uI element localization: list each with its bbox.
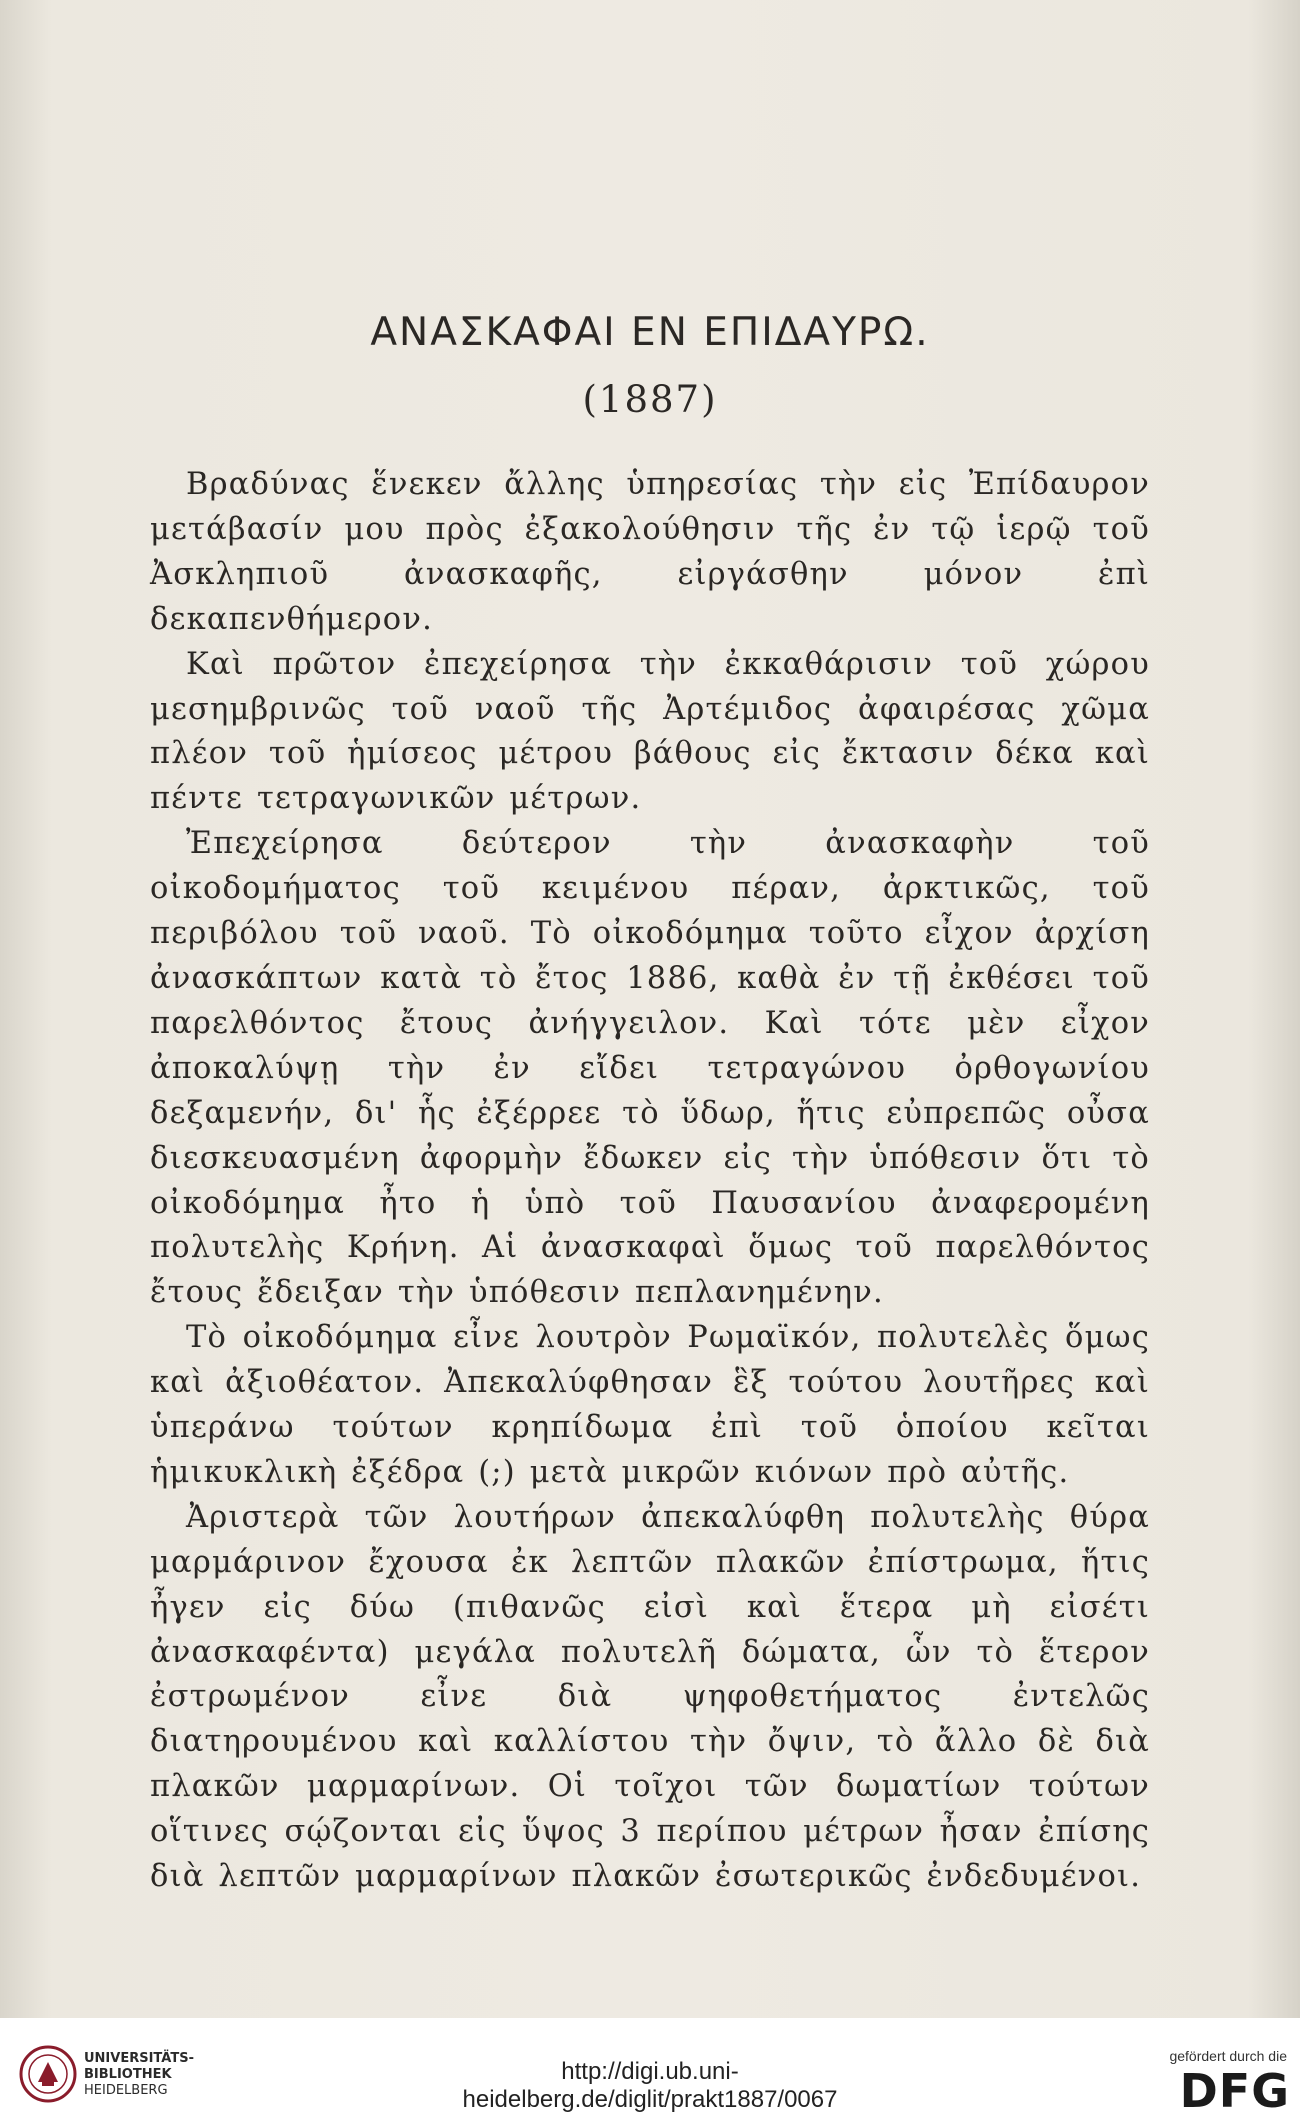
article-body bbox=[150, 463, 1150, 1900]
library-name-line3: HEIDELBERG bbox=[84, 2083, 168, 2098]
footer bbox=[0, 2018, 1300, 2119]
library-name-line1: UNIVERSITÄTS- bbox=[84, 2051, 194, 2066]
funded-by-label: gefördert durch die bbox=[1169, 2048, 1287, 2064]
article-year: (1887) bbox=[582, 378, 718, 421]
paragraph-4: Τὸ οἰκοδόμημα εἶνε λουτρὸν Ρωμαϊκόν, πολυτελὲς ὅμως καὶ ἀξιοθέατον. Ἀπεκαλύφθησαν ἓξ τούτου λουτῆρες καὶ ὑπεράνω τούτων κρηπίδωμα ἐπὶ τοῦ ὁποίου κεῖται ἡμικυκλικὴ ἐξέδρα (;) μετὰ μικρῶν κιόνων πρὸ αὐτῆς. bbox=[150, 1320, 1150, 1490]
paragraph-5: Ἀριστερὰ τῶν λουτήρων ἀπεκαλύφθη πολυτελὴς θύρα μαρμάρινον ἔχουσα ἐκ λεπτῶν πλακῶν ἐπίστρωμα, ἥτις ἦγεν εἰς δύω (πιθανῶς εἰσὶ καὶ ἕτερα μὴ εἰσέτι ἀνασκαφέντα) μεγάλα πολυτελῆ δώματα, ὧν τὸ ἕτερον ἐστρωμένον εἶνε διὰ ψηφοθετήματος ἐντελῶς διατηρουμένου καὶ καλλίστου τὴν ὄψιν, τὸ ἄλλο δὲ διὰ πλακῶν μαρμαρίνων. Οἱ τοῖχοι τῶν δωματίων τούτων οἵτινες σῴζονται εἰς ὕψος 3 περίπου μέτρων ἦσαν ἐπίσης διὰ λεπτῶν μαρμαρίνων πλακῶν ἐσωτερικῶς ἐνδεδυμένοι. bbox=[150, 1499, 1150, 1895]
paragraph-3: Ἐπεχείρησα δεύτερον τὴν ἀνασκαφὴν τοῦ οἰκοδομήματος τοῦ κειμένου πέραν, ἀρκτικῶς, τοῦ περιβόλου τοῦ ναοῦ. Τὸ οἰκοδόμημα τοῦτο εἶχον ἀρχίση ἀνασκάπτων κατὰ τὸ ἔτος 1886, καθὰ ἐν τῇ ἐκθέσει τοῦ παρελθόντος ἔτους ἀνήγγειλον. Καὶ τότε μὲν εἶχον ἀποκαλύψῃ τὴν ἐν εἴδει τετραγώνου ὀρθογωνίου δεξαμενήν, δι' ἧς ἐξέρρεε τὸ ὕδωρ, ἥτις εὐπρεπῶς οὖσα διεσκευασμένη ἀφορμὴν ἔδωκεν εἰς τὴν ὑπόθεσιν ὅτι τὸ οἰκοδόμημα ἦτο ἡ ὑπὸ τοῦ Παυσανίου ἀναφερομένη πολυτελὴς Κρήνη. Αἱ ἀνασκαφαὶ ὅμως τοῦ παρελθόντος ἔτους ἔδειξαν τὴν ὑπόθεσιν πεπλανημένην. bbox=[150, 826, 1150, 1311]
university-seal-icon bbox=[18, 2044, 78, 2104]
paragraph-1: Βραδύνας ἕνεκεν ἄλλης ὑπηρεσίας τὴν εἰς Ἐπίδαυρον μετάβασίν μου πρὸς ἐξακολούθησιν τῆς ἐν τῷ ἱερῷ τοῦ Ἀσκληπιοῦ ἀνασκαφῆς, εἰργάσθην μόνον ἐπὶ δεκαπενθήμερον. bbox=[150, 467, 1150, 637]
dfg-logo: DFG bbox=[1179, 2064, 1290, 2118]
article-title: ΑΝΑΣΚΑΦΑΙ ΕΝ ΕΠΙΔΑΥΡΩ. bbox=[370, 310, 930, 355]
library-name bbox=[84, 2051, 194, 2099]
source-url[interactable]: http://digi.ub.uni-heidelberg.de/diglit/prakt1887/0067 bbox=[462, 2058, 838, 2113]
paragraph-2: Καὶ πρῶτον ἐπεχείρησα τὴν ἐκκαθάρισιν τοῦ χώρου μεσημβρινῶς τοῦ ναοῦ τῆς Ἀρτέμιδος ἀφαιρέσας χῶμα πλέον τοῦ ἡμίσεος μέτρου βάθους εἰς ἔκτασιν δέκα καὶ πέντε τετραγωνικῶν μέτρων. bbox=[150, 646, 1150, 817]
library-name-line2: BIBLIOTHEK bbox=[84, 2067, 172, 2082]
